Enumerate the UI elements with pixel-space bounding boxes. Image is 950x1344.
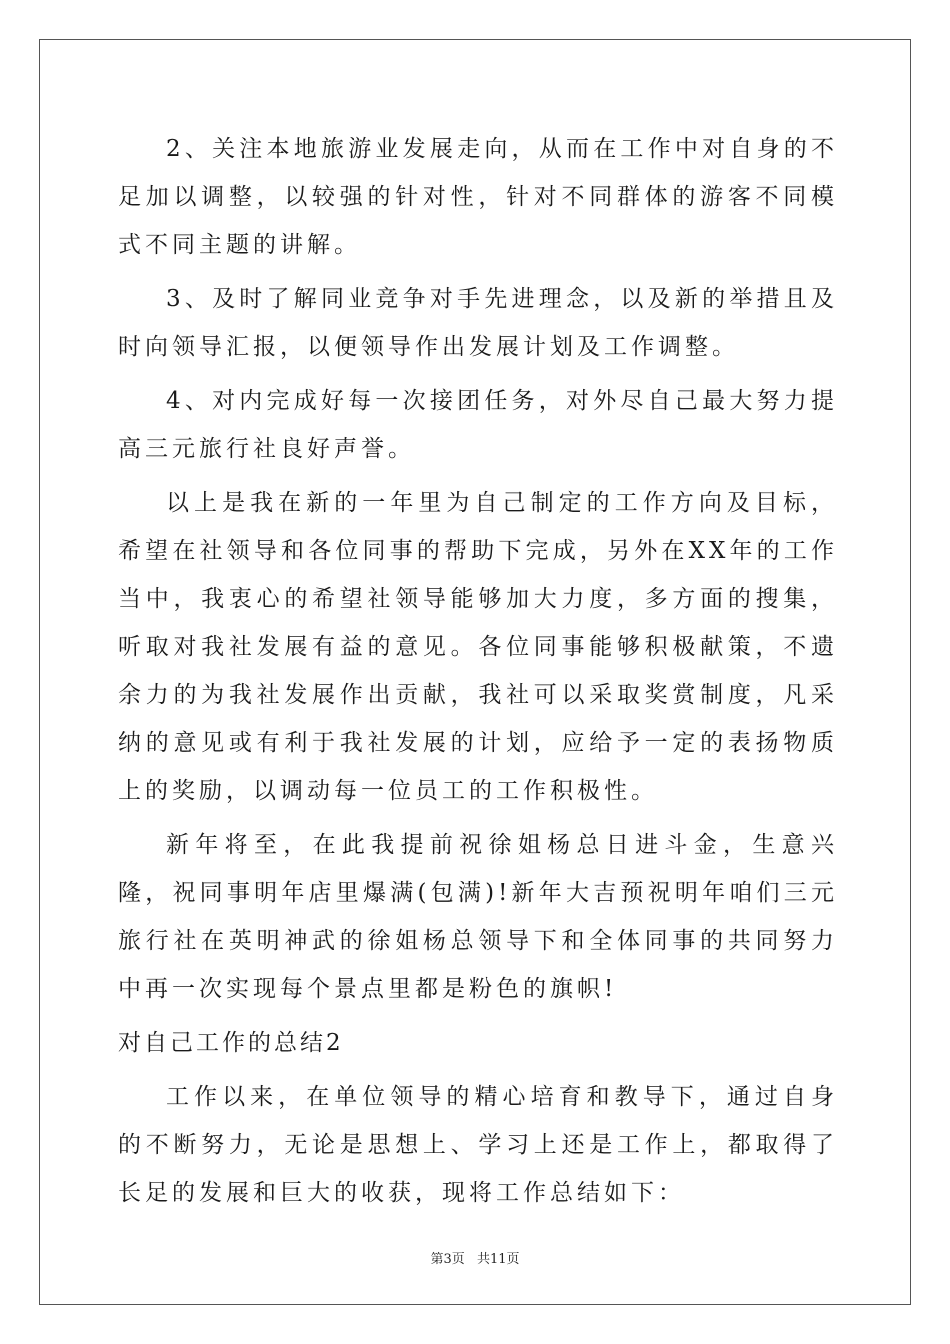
paragraph-new-year-wishes: 新年将至，在此我提前祝徐姐杨总日进斗金，生意兴隆，祝同事明年店里爆满(包满)!新年大吉预祝明年咱们三元旅行社在英明神武的徐姐杨总领导下和全体同事的共同努力中再一次实现每个景点里都是粉色的旗帜!: [118, 832, 838, 1002]
paragraph-summary-intro: 工作以来，在单位领导的精心培育和教导下，通过自身的不断努力，无论是思想上、学习上还是工作上，都取得了长足的发展和巨大的收获，现将工作总结如下：: [118, 1084, 838, 1206]
page-footer: [0, 1248, 950, 1267]
document-body: [118, 125, 838, 1223]
page-total: 共11页: [476, 1252, 520, 1267]
paragraph-item-4: 4、对内完成好每一次接团任务，对外尽自己最大努力提高三元旅行社良好声誉。: [118, 388, 838, 462]
section-heading: 对自己工作的总结2: [118, 1030, 344, 1056]
paragraph-goals: 以上是我在新的一年里为自己制定的工作方向及目标，希望在社领导和各位同事的帮助下完成，另外在XX年的工作当中，我衷心的希望社领导能够加大力度，多方面的搜集，听取对我社发展有益的意见。各位同事能够积极献策，不遗余力的为我社发展作出贡献，我社可以采取奖赏制度，凡采纳的意见或有利于我社发展的计划，应给予一定的表扬物质上的奖励，以调动每一位员工的工作积极性。: [118, 490, 838, 804]
paragraph-item-3: 3、及时了解同业竞争对手先进理念，以及新的举措且及时向领导汇报，以便领导作出发展计划及工作调整。: [118, 286, 838, 360]
page-number: 第3页: [430, 1252, 465, 1267]
paragraph-item-2: 2、关注本地旅游业发展走向，从而在工作中对自身的不足加以调整，以较强的针对性，针对不同群体的游客不同模式不同主题的讲解。: [118, 136, 838, 258]
